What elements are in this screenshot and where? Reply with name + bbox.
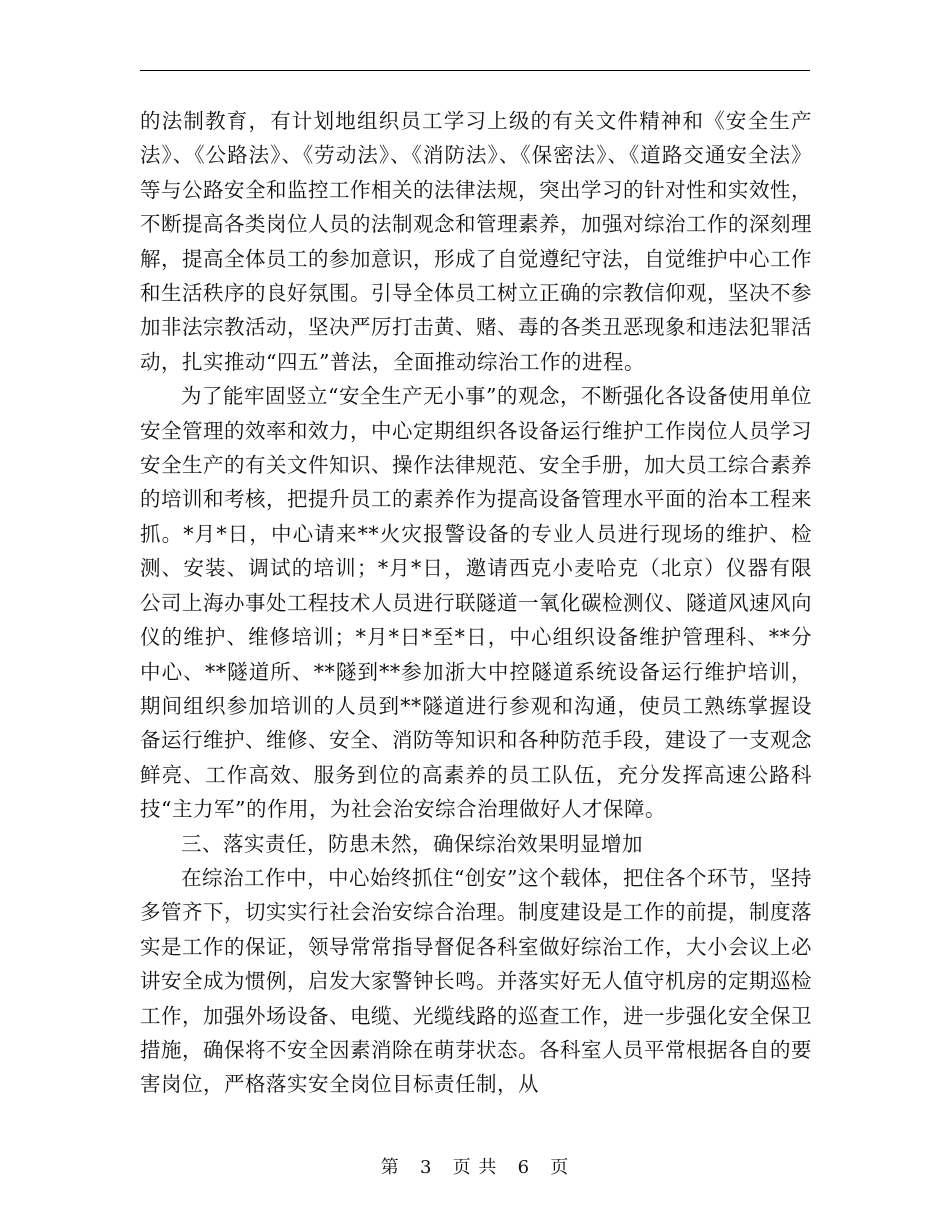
footer-prefix: 第 bbox=[380, 1157, 400, 1178]
paragraph-2: 为了能牢固竖立“安全生产无小事”的观念，不断强化各设备使用单位安全管理的效率和效力，中心定期组织各设备运行维护工作岗位人员学习安全生产的有关文件知识、操作法律规范、安全手册，加大员工综合素养的培训和考核，把提升员工的素养作为提高设备管理水平面的治本工程来抓。*月*日，中心请来**火灾报警设备的专业人员进行现场的维护、检测、安装、调试的培训；*月*日，邀请西克小麦哈克（北京）仪器有限公司上海办事处工程技术人员进行联隧道一氧化碳检测仪、隧道风速风向仪的维护、维修培训；*月*日*至*日，中心组织设备维护管理科、**分中心、**隧道所、**隧到**参加浙大中控隧道系统设备运行维护培训，期间组织参加培训的人员到**隧道进行参观和沟通，使员工熟练掌握设备运行维护、维修、安全、消防等知识和各种防范手段，建设了一支观念鲜亮、工作高效、服务到位的高素养的员工队伍，充分发挥高速公路科技“主力军”的作用，为社会治安综合治理做好人才保障。 bbox=[140, 384, 812, 822]
footer-total-pages: 6 bbox=[517, 1157, 531, 1178]
footer-current-page: 3 bbox=[419, 1157, 433, 1178]
section-heading: 三、落实责任，防患未然，确保综治效果明显增加 bbox=[181, 831, 643, 856]
body-text bbox=[140, 104, 812, 1102]
header-rule bbox=[140, 70, 810, 71]
footer-suffix: 页 bbox=[550, 1157, 570, 1178]
footer-middle: 页 共 bbox=[452, 1157, 498, 1178]
paragraph-1: 的法制教育，有计划地组织员工学习上级的有关文件精神和《安全生产法》、《公路法》、《劳动法》、《消防法》、《保密法》、《道路交通安全法》等与公路安全和监控工作相关的法律法规，突出学习的针对性和实效性，不断提高各类岗位人员的法制观念和管理素养，加强对综治工作的深刻理解，提高全体员工的参加意识，形成了自觉遵纪守法，自觉维护中心工作和生活秩序的良好氛围。引导全体员工树立正确的宗教信仰观，坚决不参加非法宗教活动，坚决严厉打击黄、赌、毒的各类丑恶现象和违法犯罪活动，扎实推动“四五”普法，全面推动综治工作的进程。 bbox=[140, 109, 812, 374]
paragraph-3: 在综治工作中，中心始终抓住“创安”这个载体，把住各个环节，坚持多管齐下，切实实行社会治安综合治理。制度建设是工作的前提，制度落实是工作的保证，领导常常指导督促各科室做好综治工作，大小会议上必讲安全成为惯例，启发大家警钟长鸣。并落实好无人值守机房的定期巡检工作，加强外场设备、电缆、光缆线路的巡查工作，进一步强化安全保卫措施，确保将不安全因素消除在萌芽状态。各科室人员平常根据各自的要害岗位，严格落实安全岗位目标责任制，从 bbox=[140, 865, 812, 1097]
page-footer bbox=[0, 1153, 950, 1179]
